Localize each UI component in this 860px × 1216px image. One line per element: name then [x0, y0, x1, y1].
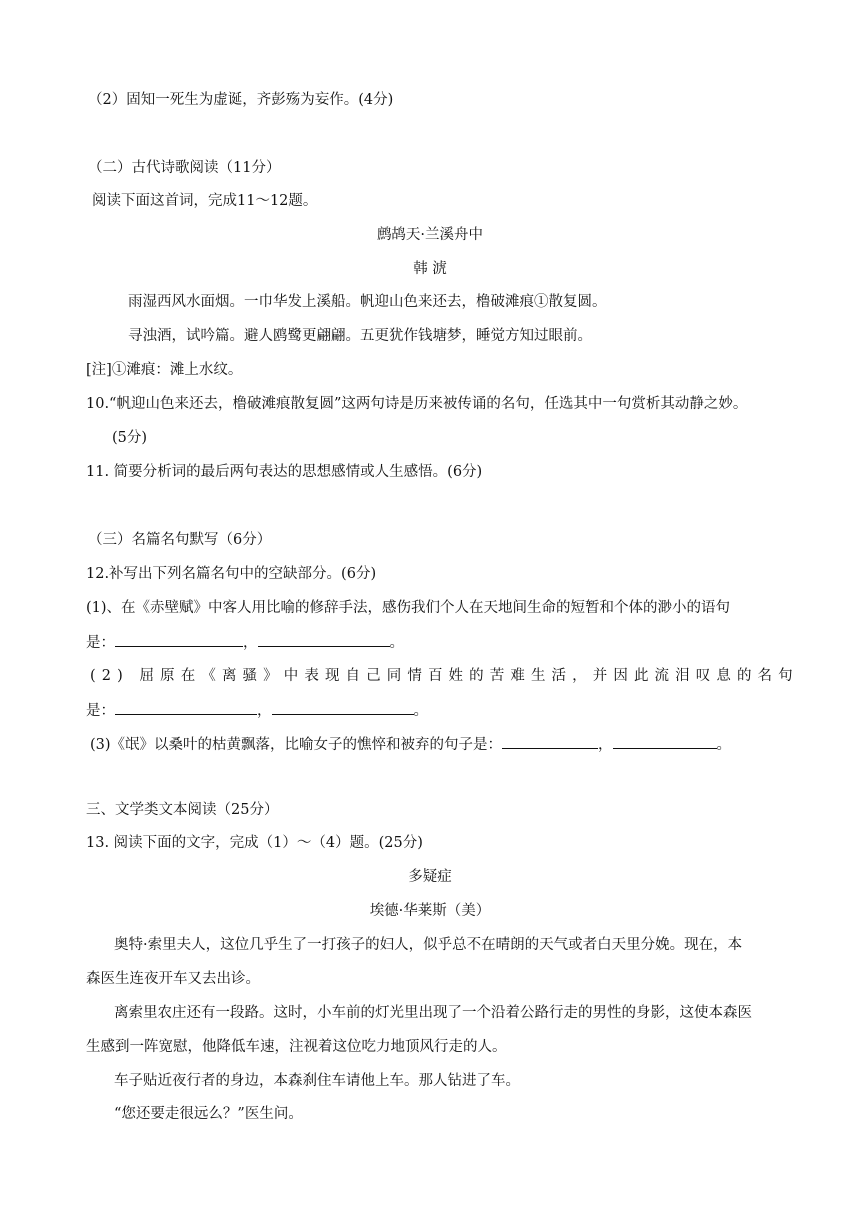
- question-12-part-1-answer-line: [86, 632, 404, 653]
- period: 。: [716, 737, 732, 753]
- story-paragraph-1-line-1: 奥特·索里夫人，这位几乎生了一打孩子的妇人，似乎总不在晴朗的天气或者白天里分娩。现在，本: [114, 937, 743, 953]
- question-12-part-2-answer-line: [86, 700, 428, 721]
- answer-blank[interactable]: [272, 700, 414, 715]
- period: 。: [389, 635, 404, 651]
- question-10: 10.“帆迎山色来还去，橹破滩痕散复圆”这两句诗是历来被传诵的名句，任选其中一句赏析其动静之妙。: [86, 396, 748, 412]
- comma: ，: [598, 737, 613, 753]
- section-recitation-heading: （三）名篇名句默写（6分）: [88, 532, 272, 548]
- poem-stanza-2: 寻浊酒，试吟篇。避人鸥鹭更翩翩。五更犹作钱塘梦，睡觉方知过眼前。: [128, 328, 592, 344]
- comma: ，: [257, 703, 272, 719]
- answer-blank[interactable]: [115, 632, 243, 647]
- question-12-part-2-text: (2) 屈原在《离骚》中表现自己同情百姓的苦难生活，并因此流泪叹息的名句: [90, 668, 799, 684]
- story-paragraph-1-line-2: 森医生连夜开车又去出诊。: [86, 971, 260, 987]
- question-11: 11. 简要分析词的最后两句表达的思想感情或人生感悟。(6分): [86, 464, 483, 480]
- question-12-part-1: (1)、在《赤壁赋》中客人用比喻的修辞手法，感伤我们个人在天地间生命的短暂和个体的渺小的语句: [86, 600, 731, 616]
- section-ancient-poetry-heading: （二）古代诗歌阅读（11分）: [88, 160, 281, 176]
- question-12-part-3: [90, 734, 731, 755]
- story-paragraph-2-line-2: 生感到一阵宽慰，他降低车速，注视着这位吃力地顶风行走的人。: [86, 1039, 507, 1055]
- question-prev-2: （2）固知一死生为虚诞，齐彭殇为妄作。(4分): [88, 92, 394, 108]
- story-paragraph-2-line-1: 离索里农庄还有一段路。这时，小车前的灯光里出现了一个沿着公路行走的男性的身影，这使本森医: [114, 1005, 752, 1021]
- answer-blank[interactable]: [115, 700, 257, 715]
- poem-author: 韩 淲: [413, 261, 447, 277]
- question-10-score: (5分): [112, 430, 148, 446]
- poetry-instructions: 阅读下面这首词，完成11～12题。: [92, 193, 318, 209]
- poem-title: 鹧鸪天·兰溪舟中: [376, 227, 484, 243]
- question-12-part-3-text: (3)《氓》以桑叶的枯黄飘落，比喻女子的憔悴和被弃的句子是：: [90, 737, 503, 753]
- poem-stanza-1: 雨湿西风水面烟。一巾华发上溪船。帆迎山色来还去，橹破滩痕①散复圆。: [128, 294, 607, 310]
- period: 。: [413, 703, 428, 719]
- question-13: 13. 阅读下面的文字，完成（1）～（4）题。(25分): [86, 835, 423, 851]
- story-paragraph-3: 车子贴近夜行者的身边，本森刹住车请他上车。那人钻进了车。: [114, 1073, 520, 1089]
- poem-annotation: [注]①滩痕：滩上水纹。: [86, 362, 243, 378]
- story-title: 多疑症: [408, 869, 452, 885]
- answer-blank[interactable]: [502, 734, 598, 749]
- question-12: 12.补写出下列名篇名句中的空缺部分。(6分): [86, 566, 377, 582]
- answer-blank[interactable]: [613, 734, 717, 749]
- answer-blank[interactable]: [258, 632, 390, 647]
- story-author: 埃德·华莱斯（美）: [369, 903, 491, 919]
- part-3-literary-reading-heading: 三、文学类文本阅读（25分）: [86, 802, 279, 818]
- answer-prefix: 是：: [86, 703, 115, 719]
- question-12-part-2: [90, 666, 799, 686]
- story-paragraph-4: “您还要走很远么？”医生问。: [114, 1106, 303, 1122]
- answer-prefix: 是：: [86, 635, 115, 651]
- comma: ，: [243, 635, 258, 651]
